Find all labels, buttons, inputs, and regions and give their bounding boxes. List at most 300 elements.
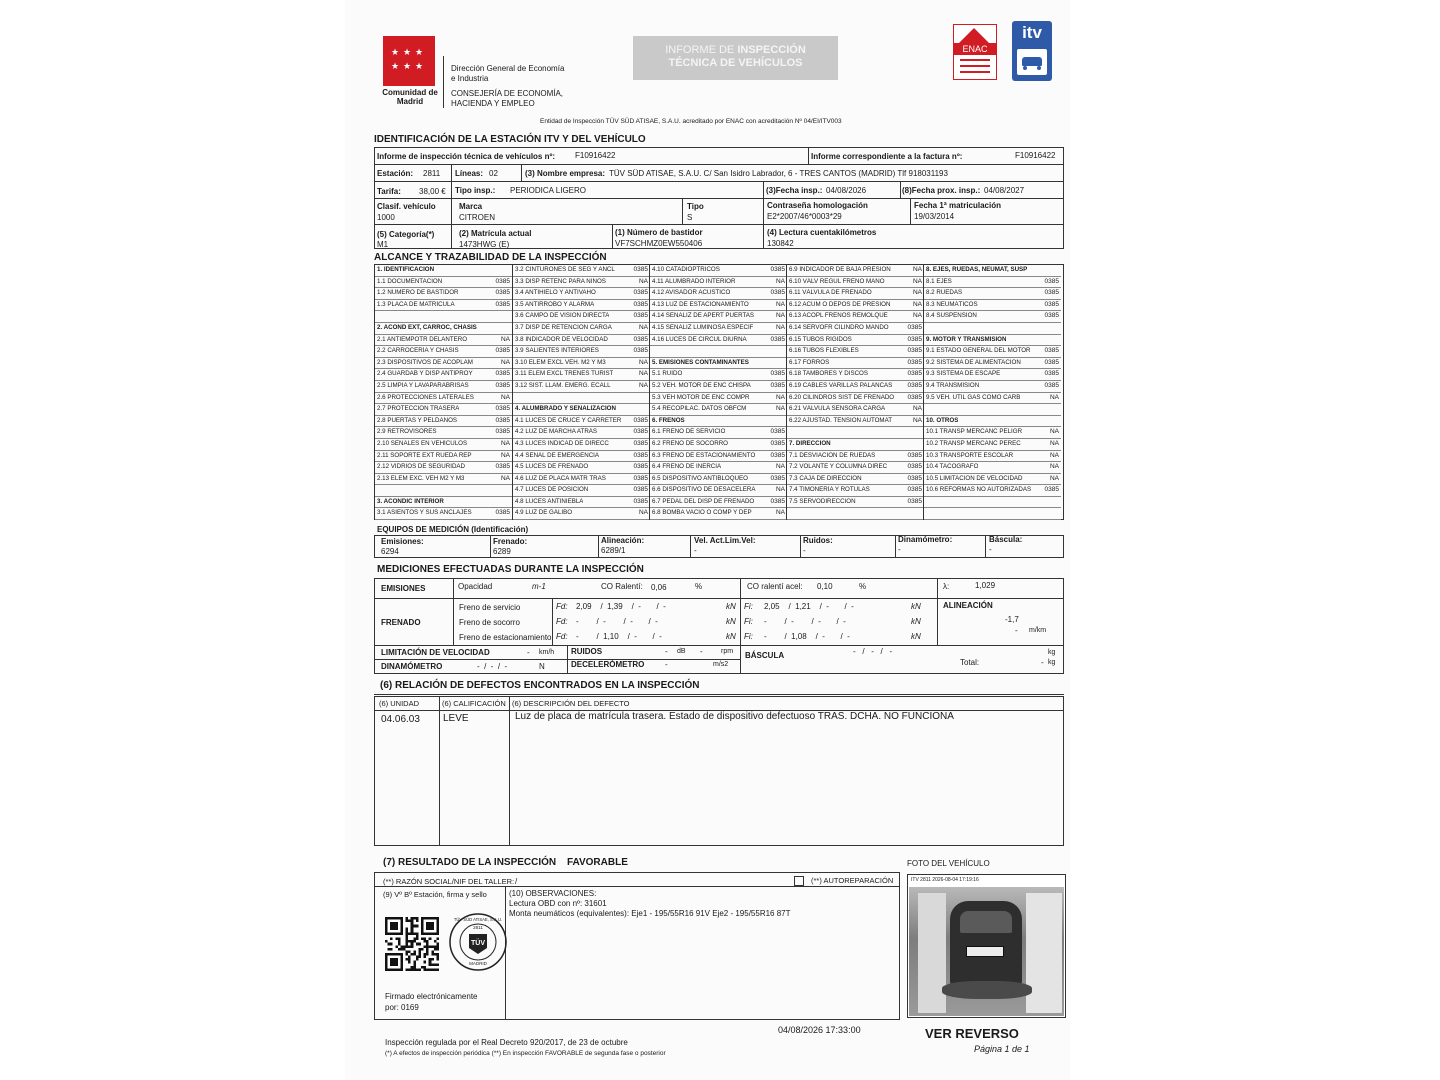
scope-item-label: 10.1 TRANSP MERCANC PELIGR xyxy=(926,428,1023,436)
scope-item xyxy=(513,288,650,300)
plate-label: (2) Matrícula actual xyxy=(459,229,532,238)
scope-item xyxy=(924,451,1061,463)
scope-item-value: 0385 xyxy=(770,451,785,459)
scope-item-label: 7.3 CAJA DE DIRECCIÓN xyxy=(789,474,862,482)
scope-item xyxy=(375,451,512,463)
scope-item-label: 6.10 VÁLV REGUL FRENO MANO xyxy=(789,277,885,285)
next-date-label: (8)Fecha prox. insp.: xyxy=(902,186,981,195)
decelerometro-unit: m/s2 xyxy=(713,661,729,668)
fi-label-1: Fi: xyxy=(744,602,753,611)
scope-item xyxy=(375,335,512,347)
scope-column xyxy=(512,265,650,520)
scope-item xyxy=(787,288,924,300)
ruidos-rpm-unit: rpm xyxy=(721,648,734,655)
identification-title: IDENTIFICACIÓN DE LA ESTACIÓN ITV Y DEL VEHÍCULO xyxy=(374,134,646,145)
defect-grade: LEVE xyxy=(443,713,469,724)
scope-item xyxy=(924,323,1061,335)
scope-item xyxy=(650,311,787,323)
scope-item xyxy=(650,439,787,451)
col-desc-header: (6) DESCRIPCIÓN DEL DEFECTO xyxy=(512,699,630,708)
scope-item xyxy=(513,427,650,439)
scope-item-value: 0385 xyxy=(633,266,648,273)
scope-item-label: 3.4 ANTIHIELO Y ANTIVAHO xyxy=(515,289,596,297)
scope-item-value: NA xyxy=(1049,474,1059,482)
scope-item-value: 0385 xyxy=(1044,300,1059,308)
scope-item-value: 0385 xyxy=(907,486,922,494)
scope-column xyxy=(923,265,1061,520)
scope-item xyxy=(924,369,1061,381)
scope-item-value: 0385 xyxy=(770,474,785,482)
scope-item-label: 8.1 EJES xyxy=(926,277,952,285)
kn-5: kN xyxy=(911,617,921,626)
ruidos-rpm-value: - xyxy=(700,647,703,656)
qr-code-graphic xyxy=(385,917,439,971)
type-value: PERIODICA LIGERO xyxy=(510,186,587,195)
scope-item xyxy=(650,369,787,381)
scope-item-value: 0385 xyxy=(495,428,510,436)
dinamometro-value: - / - / - xyxy=(477,662,508,671)
class-value: 1000 xyxy=(377,213,395,222)
fd-socorro: - / - / - / - xyxy=(576,617,658,626)
inspection-report-page xyxy=(345,0,1070,1080)
scope-item-label: 6.4 FRENO DE INERCIA xyxy=(652,463,722,471)
freno-socorro-label: Freno de socorro xyxy=(459,618,520,627)
scope-item-label: 2.6 PROTECCIONES LATERALES xyxy=(377,393,474,401)
scope-item-value: 0385 xyxy=(770,381,785,389)
scope-item xyxy=(650,508,787,520)
scope-title: ALCANCE Y TRAZABILIDAD DE LA INSPECCIÓN xyxy=(374,252,607,263)
scope-item-label: 2.11 SOPORTE EXT RUEDA REP xyxy=(377,451,472,459)
report-banner xyxy=(633,36,838,80)
scope-item-label: 6.17 FORROS xyxy=(789,358,830,366)
comunidad-madrid-logo: ★ ★ ★ ★ ★ ★ xyxy=(383,36,435,86)
dept-line4: HACIENDA Y EMPLEO xyxy=(451,99,535,108)
scope-item-value: 0385 xyxy=(770,370,785,378)
scope-item-label: 4.7 LUCES DE POSICIÓN xyxy=(515,486,589,494)
scope-item xyxy=(650,497,787,509)
scope-item-value: 0385 xyxy=(907,323,922,331)
report-number-label: Informe de inspección técnica de vehículos nº: xyxy=(377,152,556,161)
co-acel-label: CO ralentí acel: xyxy=(747,582,803,591)
scope-item-value: 0385 xyxy=(495,463,510,471)
scope-item xyxy=(375,300,512,312)
co-acel-unit: % xyxy=(859,582,867,591)
scope-item-label: 7.1 DESVIACIÓN DE RUEDAS xyxy=(789,451,876,459)
scope-item-label: 5.3 VEH MOTOR DE ENC COMPR xyxy=(652,393,750,401)
scope-item-label: 7.4 TIMONERÍA Y RÓTULAS xyxy=(789,486,870,494)
scope-item xyxy=(787,485,924,497)
scope-item-label: 6. FRENOS xyxy=(652,416,685,424)
scope-item-label: 6.8 BOMBA VACIO O COMP Y DEP xyxy=(652,509,752,517)
scope-item-label: 3.3 DISP RETENC PARA NIÑOS xyxy=(515,277,606,285)
alineacion-value-1: -1,7 xyxy=(1005,615,1019,624)
tipo-value: S xyxy=(687,213,693,222)
scope-item-value: NA xyxy=(775,405,785,413)
vin-value: VF7SCHMZ0EW550406 xyxy=(615,239,703,248)
scope-item xyxy=(650,265,787,277)
scope-item xyxy=(513,508,650,520)
scope-item-value: 0385 xyxy=(495,347,510,355)
equip-frenado-label: Frenado: xyxy=(493,537,528,546)
scope-item xyxy=(787,404,924,416)
scope-item xyxy=(787,416,924,428)
scope-item-label: 2.5 LIMPIA Y LAVAPARABRISAS xyxy=(377,381,469,389)
scope-item xyxy=(924,346,1061,358)
scope-item-value: NA xyxy=(500,474,510,482)
next-date-value: 04/08/2027 xyxy=(984,186,1025,195)
scope-item-value: NA xyxy=(500,439,510,447)
scope-item-value: 0385 xyxy=(633,439,648,447)
scope-item-value: 0385 xyxy=(907,381,922,389)
opacidad-unit: m-1 xyxy=(532,582,546,591)
scope-item xyxy=(650,462,787,474)
co-ralenti-label: CO Ralentí: xyxy=(601,582,643,591)
scope-item-value: NA xyxy=(775,300,785,308)
kn-1: kN xyxy=(726,602,736,611)
scope-item-label: 5.1 RUIDO xyxy=(652,370,683,378)
tuv-seal xyxy=(448,912,508,972)
scope-item xyxy=(513,393,650,405)
tipo-label: Tipo xyxy=(687,202,704,211)
scope-item-label: 6.11 VÁLVULA DE FRENADO xyxy=(789,289,872,297)
scope-item-value: 0385 xyxy=(495,300,510,308)
scope-item-label: 9. MOTOR Y TRANSMISIÓN xyxy=(926,335,1007,343)
entity-line: Entidad de Inspección TÜV SÜD ATISAE, S.A.U. acreditado por ENAC con acreditación Nº 04/EI/ITV003 xyxy=(540,118,842,125)
scope-item xyxy=(375,393,512,405)
scope-item-label: 3.7 DISP DE RETENCIÓN CARGA xyxy=(515,323,612,331)
razon-label: (**) RAZÓN SOCIAL/NIF DEL TALLER: xyxy=(383,877,515,886)
scope-item-label: 4.9 LUZ DE GÁLIBO xyxy=(515,509,573,517)
enac-text: ENAC xyxy=(954,43,996,55)
scope-item-label: 3.9 SALIENTES INTERIORES xyxy=(515,347,599,355)
fi-label-3: Fi: xyxy=(744,632,753,641)
scope-item-label: 8.4 SUSPENSIÓN xyxy=(926,312,977,320)
scope-item xyxy=(924,358,1061,370)
scope-item-value: NA xyxy=(912,289,922,297)
equip-vel-label: Vel. Act.Lim.Vel: xyxy=(694,536,756,545)
scope-item-label: 4. ALUMBRADO Y SEÑALIZACIÓN xyxy=(515,405,616,413)
scope-item-label: 1.3 PLACA DE MATRÍCULA xyxy=(377,300,455,308)
result-title xyxy=(383,857,628,868)
banner-text-b: INSPECCIÓN xyxy=(737,44,806,56)
co-ralenti-value: 0,06 xyxy=(651,583,667,592)
scope-item-label: 3.2 CINTURONES DE SEG Y ANCL xyxy=(515,266,615,273)
scope-item xyxy=(924,474,1061,486)
scope-item-value: 0385 xyxy=(1044,289,1059,297)
odometer-label: (4) Lectura cuentakilómetros xyxy=(767,228,877,237)
scope-item xyxy=(513,451,650,463)
seal-bottom-text: MADRID xyxy=(469,961,487,966)
scope-item xyxy=(924,277,1061,289)
scope-item xyxy=(513,346,650,358)
scope-item xyxy=(924,300,1061,312)
freno-servicio-label: Freno de servicio xyxy=(459,603,521,612)
equip-dinamometro-label: Dinamómetro: xyxy=(898,535,953,544)
fee-label: Tarifa: xyxy=(377,187,401,196)
equip-vel-value: - xyxy=(694,546,697,555)
scope-item xyxy=(787,311,924,323)
scope-item-label: 4.8 LUCES ANTINIEBLA xyxy=(515,497,584,505)
scope-item-label: 2.12 VIDRIOS DE SEGURIDAD xyxy=(377,463,466,471)
scope-item-value: 0385 xyxy=(770,428,785,436)
alineacion-label: ALINEACIÓN xyxy=(943,601,993,610)
scope-item xyxy=(924,497,1061,509)
scope-item-label: 10. OTROS xyxy=(926,416,959,424)
scope-item-label: 4.14 SEÑALIZ DE APERT PUERTAS xyxy=(652,312,755,320)
scope-item xyxy=(650,346,787,358)
scope-group-header xyxy=(513,404,650,416)
scope-item xyxy=(924,381,1061,393)
scope-item-value: NA xyxy=(1049,463,1059,471)
scope-item-value: 0385 xyxy=(1044,358,1059,366)
scope-item xyxy=(375,369,512,381)
banner-text-c: TÉCNICA DE VEHÍCULOS xyxy=(668,57,803,69)
scope-item-value: 0385 xyxy=(633,451,648,459)
qr-code xyxy=(385,917,439,971)
autorep-checkbox xyxy=(794,876,804,886)
scope-item-value: 0385 xyxy=(495,416,510,424)
scope-item-value: 0385 xyxy=(633,428,648,436)
opacidad-label: Opacidad xyxy=(458,582,493,591)
scope-item-label: 8.3 NEUMÁTICOS xyxy=(926,300,978,308)
fd-label-1: Fd: xyxy=(556,602,568,611)
scope-item-label: 6.5 DISPOSITIVO ANTIBLOQUEO xyxy=(652,474,748,482)
scope-item-label: 4.5 LUCES DE FRENADO xyxy=(515,463,589,471)
scope-item-value: NA xyxy=(912,266,922,273)
scope-item xyxy=(650,277,787,289)
equip-alineacion-label: Alineación: xyxy=(601,536,645,545)
scope-item-label: 2.13 ELEM EXC. VEH M2 Y M3 xyxy=(377,474,465,482)
scope-item xyxy=(924,508,1061,520)
scope-item xyxy=(513,335,650,347)
scope-item-label: 10.4 TACÓGRAFO xyxy=(926,463,979,471)
measurements-title: MEDICIONES EFECTUADAS DURANTE LA INSPECCIÓN xyxy=(377,564,644,575)
plate-value: 1473HWG (E) xyxy=(459,240,510,249)
photo-caption: ITV 2811 2026-08-04 17:19:16 xyxy=(911,877,979,883)
scope-item-value: 0385 xyxy=(770,266,785,273)
scope-item-value: 0385 xyxy=(907,335,922,343)
scope-item-label: 4.12 AVISADOR ACÚSTICO xyxy=(652,289,731,297)
defect-description: Luz de placa de matrícula trasera. Estado de dispositivo defectuoso TRAS. DCHA. NO FUNCIONA xyxy=(515,711,954,722)
scope-item xyxy=(513,358,650,370)
fi-estac: - / 1,08 / - / - xyxy=(764,632,850,641)
scope-item-value: NA xyxy=(775,486,785,494)
scope-item-label: 6.13 ACOPL FRENOS REMOLQUE xyxy=(789,312,888,320)
scope-item-value: 0385 xyxy=(495,381,510,389)
scope-item-value: NA xyxy=(775,312,785,320)
scope-item xyxy=(787,427,924,439)
observations-line-1: Lectura OBD con nº: 31601 xyxy=(509,899,607,908)
fi-label-2: Fi: xyxy=(744,617,753,626)
scope-group-header xyxy=(924,416,1061,428)
scope-item-label: 4.1 LUCES DE CRUCE Y CARRETER xyxy=(515,416,622,424)
scope-item-value: 0385 xyxy=(633,347,648,355)
scope-item-value: 0385 xyxy=(1044,370,1059,378)
scope-item-label: 3.11 ELEM EXCL TRENES TURIST xyxy=(515,370,614,378)
scope-item xyxy=(787,508,924,520)
scope-item-label: 4.2 LUZ DE MARCHA ATRÁS xyxy=(515,428,598,436)
alineacion-value-2: - xyxy=(1015,626,1018,635)
scope-item xyxy=(787,497,924,509)
scope-item-label: 6.16 TUBOS FLEXIBLES xyxy=(789,347,859,355)
equip-alineacion-value: 6289/1 xyxy=(601,546,626,555)
scope-group-header xyxy=(650,416,787,428)
scope-item-label: 6.22 AJUSTAD. TENSIÓN AUTOMAT xyxy=(789,416,893,424)
odometer-value: 130842 xyxy=(767,239,794,248)
scope-item xyxy=(375,404,512,416)
scope-item-label: 2. ACOND EXT, CARROC, CHASIS xyxy=(377,323,477,331)
scope-item-value: 0385 xyxy=(1044,381,1059,389)
col-unit-header: (6) UNIDAD xyxy=(379,699,420,708)
class-label: Clasif. vehículo xyxy=(377,202,436,211)
scope-item-label: 10.6 REFORMAS NO AUTORIZADAS xyxy=(926,486,1032,494)
scope-item-value: NA xyxy=(638,323,648,331)
company-label: (3) Nombre empresa: xyxy=(525,169,606,178)
region-name: Comunidad de Madrid xyxy=(382,88,438,106)
scope-item-value: NA xyxy=(638,509,648,517)
fi-servicio: 2,05 / 1,21 / - / - xyxy=(764,602,854,611)
scope-item-value: 0385 xyxy=(1044,312,1059,320)
scope-item-value: 0385 xyxy=(633,289,648,297)
scope-item-label: 6.12 ACUM O DEPÓS DE PRESIÓN xyxy=(789,300,891,308)
fi-socorro: - / - / - / - xyxy=(764,617,846,626)
scope-item xyxy=(375,381,512,393)
scope-item xyxy=(924,462,1061,474)
dept-line2: e Industria xyxy=(451,74,489,83)
footer-note: (*) A efectos de inspección periódica (**) En inspección FAVORABLE de segunda fase o posterior xyxy=(385,1050,666,1057)
scope-item xyxy=(650,381,787,393)
scope-item-label: 6.14 SERVOFR CILINDRO MANDO xyxy=(789,323,889,331)
fd-servicio: 2,09 / 1,39 / - / - xyxy=(576,602,666,611)
scope-item-value: NA xyxy=(912,405,922,413)
limitacion-unit: km/h xyxy=(539,649,555,656)
scope-item xyxy=(787,300,924,312)
scope-item xyxy=(375,416,512,428)
scope-item-value: 0385 xyxy=(770,335,785,343)
decree-line: Inspección regulada por el Real Decreto 920/2017, de 23 de octubre xyxy=(385,1038,628,1047)
scope-item xyxy=(375,288,512,300)
scope-item-value: 0385 xyxy=(907,370,922,378)
scope-item-value: NA xyxy=(638,358,648,366)
type-label: Tipo insp.: xyxy=(455,186,496,195)
scope-item-label: 2.3 DISPOSITIVOS DE ACOPLAM xyxy=(377,358,473,366)
scope-item-label: 2.10 SEÑALES EN VEHÍCULOS xyxy=(377,439,468,447)
signed-line-2: por: 0169 xyxy=(385,1003,419,1012)
station-value: 2811 xyxy=(423,169,441,178)
total-label: Total: xyxy=(960,658,980,667)
alineacion-unit: m/km xyxy=(1029,627,1047,634)
scope-item xyxy=(787,358,924,370)
scope-item-value: 0385 xyxy=(495,370,510,378)
decelerometro-label: DECELERÓMETRO xyxy=(571,660,645,669)
scope-item-label: 6.2 FRENO DE SOCORRO xyxy=(652,439,728,447)
scope-group-header xyxy=(375,265,512,277)
car-icon xyxy=(1017,49,1047,75)
bascula-label: BÁSCULA xyxy=(745,651,785,660)
scope-item-label: 3.12 SIST. LLAM. EMERG. ECALL xyxy=(515,381,611,389)
scope-item-value: 0385 xyxy=(633,497,648,505)
scope-item-label: 6.15 TUBOS RÍGIDOS xyxy=(789,335,852,343)
scope-item xyxy=(375,462,512,474)
lambda-label: λ: xyxy=(943,582,950,591)
scope-group-header xyxy=(924,335,1061,347)
scope-item-value: 0385 xyxy=(633,486,648,494)
scope-item xyxy=(787,462,924,474)
scope-item-label: 3.8 INDICADOR DE VELOCIDAD xyxy=(515,335,608,343)
scope-item xyxy=(924,404,1061,416)
scope-item-value: 0385 xyxy=(633,474,648,482)
vin-label: (1) Número de bastidor xyxy=(615,228,703,237)
banner-text-a: INFORME DE xyxy=(665,44,735,56)
scope-item xyxy=(375,474,512,486)
scope-item-value: NA xyxy=(500,335,510,343)
scope-item xyxy=(924,485,1061,497)
scope-item xyxy=(513,381,650,393)
equip-ruidos-label: Ruidos: xyxy=(803,536,833,545)
scope-item-value: 0385 xyxy=(1044,277,1059,285)
scope-item xyxy=(924,393,1061,405)
co-acel-value: 0,10 xyxy=(817,582,833,591)
scope-item-value: NA xyxy=(912,416,922,424)
scope-item-label: 10.2 TRANSP MERCANC PEREC xyxy=(926,439,1021,447)
scope-item-label: 6.19 CABLES VARILLAS PALANCAS xyxy=(789,381,893,389)
observations-label: (10) OBSERVACIONES: xyxy=(509,889,597,898)
brand-value: CITROEN xyxy=(459,213,495,222)
scope-column xyxy=(649,265,787,520)
scope-item-label: 9.4 TRANSMISIÓN xyxy=(926,381,980,389)
scope-item-label: 9.3 SISTEMA DE ESCAPE xyxy=(926,370,1001,378)
result-label: (7) RESULTADO DE LA INSPECCIÓN xyxy=(383,857,557,868)
brand-label: Marca xyxy=(459,202,483,211)
itv-logo xyxy=(1012,21,1052,81)
scope-item-value: NA xyxy=(500,451,510,459)
scope-item-value: 0385 xyxy=(907,347,922,355)
scope-item xyxy=(787,381,924,393)
signed-line-1: Firmado electrónicamente xyxy=(385,992,478,1001)
scope-item xyxy=(650,451,787,463)
scope-item xyxy=(650,427,787,439)
equipment-title xyxy=(377,525,528,535)
scope-group-header xyxy=(375,323,512,335)
scope-item xyxy=(787,369,924,381)
scope-item xyxy=(650,323,787,335)
equip-dinamometro-value: - xyxy=(898,545,901,554)
scope-item xyxy=(924,311,1061,323)
scope-item xyxy=(513,439,650,451)
scope-item xyxy=(513,462,650,474)
itv-text: itv xyxy=(1022,23,1042,42)
scope-item xyxy=(513,265,650,277)
scope-item-label: 4.13 LUZ DE ESTACIONAMIENTO xyxy=(652,300,749,308)
limitacion-value: - xyxy=(527,648,530,657)
scope-item-label: 4.10 CATADIÓPTRICOS xyxy=(652,266,720,273)
bascula-kg-1: kg xyxy=(1048,649,1056,656)
lambda-value: 1,029 xyxy=(975,581,996,590)
scope-item-value: 0385 xyxy=(907,451,922,459)
scope-item-value: NA xyxy=(912,277,922,285)
license-plate-icon xyxy=(966,946,1004,957)
scope-item-label: 2.4 GUARDAB Y DISP ANTIPROY xyxy=(377,370,473,378)
equipment-title-text: EQUIPOS DE MEDICIÓN xyxy=(377,525,470,534)
scope-item-label: 9.5 VEH. ÚTIL GAS COMO CARB xyxy=(926,393,1021,401)
dinamometro-label: DINAMÓMETRO xyxy=(381,662,443,671)
kn-6: kN xyxy=(911,632,921,641)
scope-item-label: 5.4 RECOPILAC. DATOS OBFCM xyxy=(652,405,747,413)
defect-unit: 04.06.03 xyxy=(381,714,420,725)
scope-item-value: 0385 xyxy=(495,277,510,285)
lines-value: 02 xyxy=(489,169,498,178)
scope-item xyxy=(787,474,924,486)
